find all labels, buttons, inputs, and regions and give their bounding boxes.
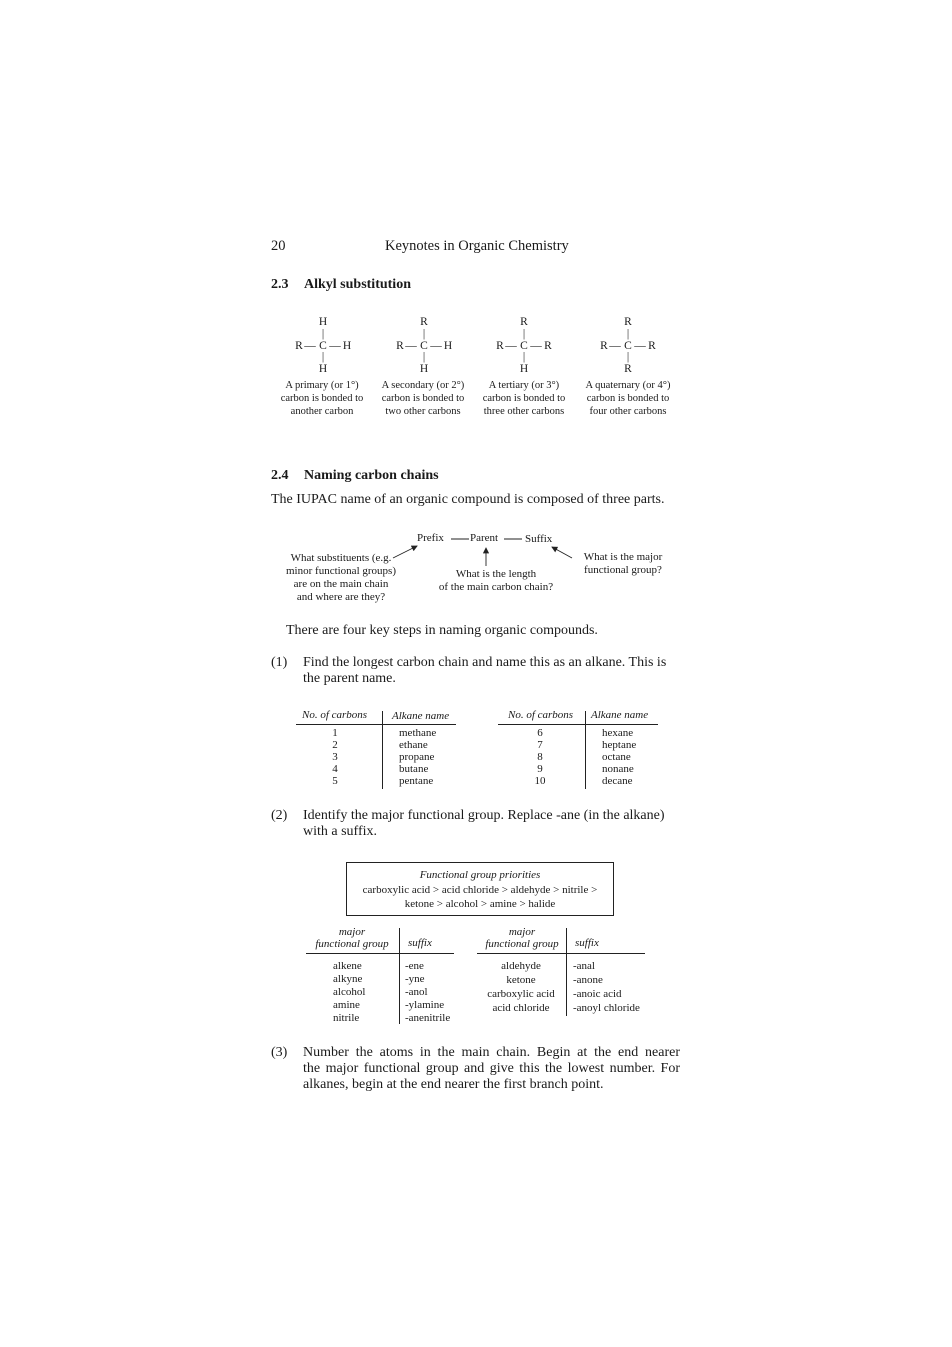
atom-center: C [420,340,428,352]
suffix-table [477,926,647,1026]
primary-carbon-structure [283,316,363,386]
step-number: (1) [271,655,288,670]
table-cell: -yne [405,973,425,985]
bond-vertical: | [422,351,426,363]
atom-center: C [520,340,528,352]
table-cell: -ylamine [405,999,445,1011]
atom-top: R [520,316,528,328]
bond-vertical: | [626,328,630,340]
atom-bottom: R [624,363,632,375]
parent-note: What is the length of the main carbon chain? [438,568,554,593]
intro-paragraph: The IUPAC name of an organic compound is composed of three parts. [271,492,665,507]
bond-vertical: | [522,328,526,340]
column-header: Alkane name [392,710,450,722]
alkane-table [498,709,658,791]
step-text-line: the major functional group and give this the lowest number. For [303,1061,680,1076]
table-cell: nitrile [333,1012,360,1024]
priorities-line: ketone > alcohol > amine > halide [404,898,556,910]
section-number: 2.3 [271,277,289,292]
table-cell: -ene [405,960,424,972]
step-number: (2) [271,808,288,823]
column-divider [399,928,400,1024]
bond-horizontal: — [430,340,442,352]
table-cell: 3 [332,751,338,763]
quaternary-caption: A quaternary (or 4°) carbon is bonded to four other carbons [585,380,671,417]
column-header: Alkane name [591,709,649,721]
step-text-line: Identify the major functional group. Replace -ane (in the alkane) [303,808,665,823]
functional-group-column [333,960,365,1025]
table-cell: nonane [602,763,634,775]
table-cell: acid chloride [492,1002,550,1014]
table-rule [296,724,456,725]
secondary-carbon-structure [384,316,464,386]
functional-group-column [477,960,565,1016]
column-divider [566,928,567,1016]
atom-right: R [544,340,552,352]
column-header: suffix [575,937,599,949]
atom-bottom: H [519,363,529,375]
alkane-table [296,709,456,791]
column-header: No. of carbons [508,709,574,721]
bond-horizontal: — [530,340,542,352]
table-cell: 8 [537,751,543,763]
atom-right: H [443,340,453,352]
atom-bottom: H [318,363,328,375]
table-cell: carboxylic acid [487,988,555,1000]
table-cell: 6 [537,727,543,739]
table-cell: hexane [602,727,634,739]
table-cell: -anol [405,986,428,998]
prefix-label: Prefix [417,532,444,544]
carbon-count-column [523,727,557,787]
running-title: Keynotes in Organic Chemistry [385,238,569,254]
bond-horizontal: — [405,340,417,352]
table-cell: aldehyde [501,960,541,972]
table-cell: 2 [332,739,338,751]
atom-right: H [342,340,352,352]
table-rule [498,724,658,725]
atom-center: C [319,340,327,352]
table-cell: propane [399,751,435,763]
table-cell: butane [399,763,429,775]
page-number: 20 [271,238,286,254]
atom-left: R [496,340,504,352]
suffix-table [306,926,456,1026]
bond-vertical: | [522,351,526,363]
column-divider [382,711,383,789]
steps-intro: There are four key steps in naming organic compounds. [286,623,598,638]
bond-horizontal: — [505,340,517,352]
step-text-line: Find the longest carbon chain and name this as an alkane. This is [303,655,667,670]
atom-top: R [420,316,428,328]
priorities-line: carboxylic acid > acid chloride > aldehyde > nitrile > [362,883,598,896]
table-cell: methane [399,727,437,739]
column-header: suffix [408,937,432,949]
atom-top: H [318,316,328,328]
table-cell: 1 [332,727,338,739]
step-text-line: alkanes, begin at the end nearer the first branch point. [303,1077,604,1092]
table-cell: 10 [534,775,546,787]
table-cell: -anone [573,974,603,986]
table-cell: alkyne [333,973,363,985]
bond-vertical: | [321,328,325,340]
table-cell: octane [602,751,631,763]
bond-horizontal: — [304,340,316,352]
alkane-name-column [399,727,436,787]
table-cell: -anoyl chloride [573,1002,640,1014]
step-text-line: the parent name. [303,671,396,686]
atom-top: R [624,316,632,328]
table-cell: ethane [399,739,428,751]
atom-left: R [396,340,404,352]
primary-caption: A primary (or 1°) carbon is bonded to another carbon [280,380,364,417]
table-cell: 9 [537,763,543,775]
bond-vertical: | [422,328,426,340]
table-cell: alcohol [333,986,366,998]
section-title: Naming carbon chains [304,468,439,483]
column-header: major functional group [315,926,389,950]
atom-left: R [600,340,608,352]
bond-vertical: | [626,351,630,363]
suffix-label: Suffix [525,533,553,545]
table-cell: -anoic acid [573,988,622,1000]
bond-vertical: | [321,351,325,363]
column-header: No. of carbons [302,709,368,721]
table-cell: 4 [332,763,338,775]
suffix-column [573,960,640,1016]
functional-group-priorities-box [346,862,614,916]
secondary-caption: A secondary (or 2°) carbon is bonded to two other carbons [381,380,465,417]
table-cell: ketone [506,974,536,986]
section-title: Alkyl substitution [304,277,411,292]
atom-right: R [648,340,656,352]
bond-horizontal: — [634,340,646,352]
tertiary-carbon-structure [484,316,564,386]
carbon-count-column [318,727,352,787]
suffix-note: What is the major functional group? [583,551,663,576]
suffix-column [405,960,450,1025]
column-header: major functional group [485,926,559,950]
table-cell: pentane [399,775,434,787]
section-number: 2.4 [271,468,289,483]
atom-left: R [295,340,303,352]
parent-label: Parent [470,532,499,544]
column-divider [585,711,586,789]
atom-center: C [624,340,632,352]
table-rule [306,953,454,954]
step-text-line: with a suffix. [303,824,378,839]
quaternary-carbon-structure [588,316,668,386]
tertiary-caption: A tertiary (or 3°) carbon is bonded to three other carbons [482,380,566,417]
bond-horizontal: — [609,340,621,352]
table-rule [477,953,645,954]
priorities-title: Functional group priorities [419,869,541,881]
table-cell: -anal [573,960,595,972]
table-cell: heptane [602,739,637,751]
table-cell: alkene [333,960,362,972]
atom-bottom: H [419,363,429,375]
table-cell: -anenitrile [405,1012,451,1024]
alkane-name-column [602,727,636,787]
table-cell: 7 [537,739,543,751]
table-cell: 5 [332,775,338,787]
table-cell: amine [333,999,360,1011]
prefix-note: What substituents (e.g. minor functional groups) are on the main chain and where are they? [286,552,396,603]
bond-horizontal: — [329,340,341,352]
step-number: (3) [271,1045,288,1060]
step-text-line: Number the atoms in the main chain. Begin at the end nearer [303,1045,680,1060]
table-cell: decane [602,775,633,787]
